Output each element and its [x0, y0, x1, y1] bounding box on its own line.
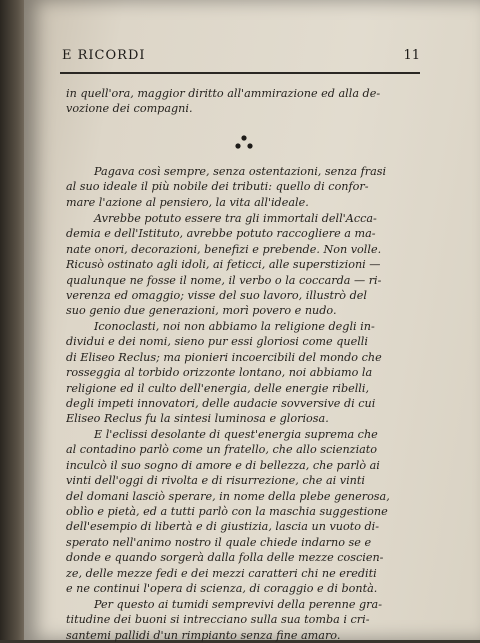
text-line: suo genio due generazioni, morì povero e nudo.: [66, 304, 337, 318]
text-line: ze, delle mezze fedi e dei mezzi caratteri chi ne erediti: [66, 566, 377, 580]
text-line: sperato nell'animo nostro il quale chiede indarno se e: [66, 535, 372, 549]
text-line: e ne continui l'opera di scienza, di coraggio e di bontà.: [66, 582, 378, 596]
paragraph: [66, 597, 418, 643]
text-line: dell'esempio di libertà e di giustizia, lascia un vuoto di-: [66, 520, 380, 534]
text-line: inculcò il suo sogno di amore e di bellezza, che parlò ai: [66, 458, 380, 472]
text-line: rosseggia al torbido orizzonte lontano, noi abbiamo la: [66, 366, 373, 380]
text-line: Eliseo Reclus fu la sintesi luminosa e gloriosa.: [66, 412, 329, 426]
text-line: del domani lasciò sperare, in nome della plebe generosa,: [66, 489, 390, 503]
text-line: qualunque ne fosse il nome, il verbo o la coccarda — ri-: [66, 273, 382, 287]
text-line: verenza ed omaggio; visse del suo lavoro, illustrò del: [66, 289, 367, 303]
text-line: mare l'azione al pensiero, la vita all'ideale.: [66, 195, 309, 209]
paragraph: [66, 211, 418, 319]
text-line: demia e dell'Istituto, avrebbe potuto raccogliere a ma-: [66, 227, 376, 241]
page-header: [62, 44, 420, 70]
asterism-ornament: [232, 134, 256, 150]
text-line: titudine dei buoni si intrecciano sulla sua tomba i cri-: [66, 613, 370, 627]
text-line: al contadino parlò come un fratello, che allo scienziato: [66, 443, 378, 457]
text-line: donde e quando sorgerà dalla folla delle mezze coscien-: [66, 551, 384, 565]
text-line: vozione dei compagni.: [66, 102, 193, 116]
text-line: di Eliseo Reclus; ma pionieri incoercibili del mondo che: [66, 350, 382, 364]
text-line: degli impeti innovatori, delle audacie sovversive di cui: [66, 397, 376, 411]
text-line: religione ed il culto dell'energia, delle energie ribelli,: [66, 381, 370, 395]
running-head: E RICORDI: [62, 48, 146, 63]
paragraph: [66, 427, 418, 596]
text-line: oblìo e pietà, ed a tutti parlò con la maschia suggestione: [66, 505, 388, 519]
text-line: vinti dell'oggi di rivolta e di risurrezione, che ai vinti: [66, 474, 365, 488]
text-line: nate onori, decorazioni, benefizi e prebende. Non volle.: [66, 242, 382, 256]
paragraph: [66, 319, 418, 427]
text-line: Avrebbe potuto essere tra gli immortali dell'Acca-: [94, 212, 377, 225]
text-line: dividui e dei nomi, sieno pur essi gloriosi come quelli: [66, 335, 368, 349]
text-line: Iconoclasti, noi non abbiamo la religione degli in-: [94, 320, 375, 333]
text-line: al suo ideale il più nobile dei tributi: quello di confor-: [66, 180, 369, 194]
text-line: Ricusò ostinato agli idoli, ai feticci, alle superstizioni —: [66, 258, 381, 272]
text-line: Per questo ai tumidi semprevivi della perenne gra-: [94, 598, 382, 611]
text-line: santemi pallidi d'un rimpianto senza fine amaro.: [66, 628, 341, 642]
text-line: in quell'ora, maggior diritto all'ammirazione ed alla de-: [66, 87, 381, 100]
text-line: Pagava così sempre, senza ostentazioni, senza frasi: [94, 165, 387, 178]
page-number: 11: [403, 48, 420, 63]
paragraph: [66, 164, 418, 210]
text-line: E l'eclissi desolante di quest'energia suprema che: [94, 428, 378, 441]
opening-lines: [66, 86, 418, 117]
header-rule: [60, 72, 420, 74]
